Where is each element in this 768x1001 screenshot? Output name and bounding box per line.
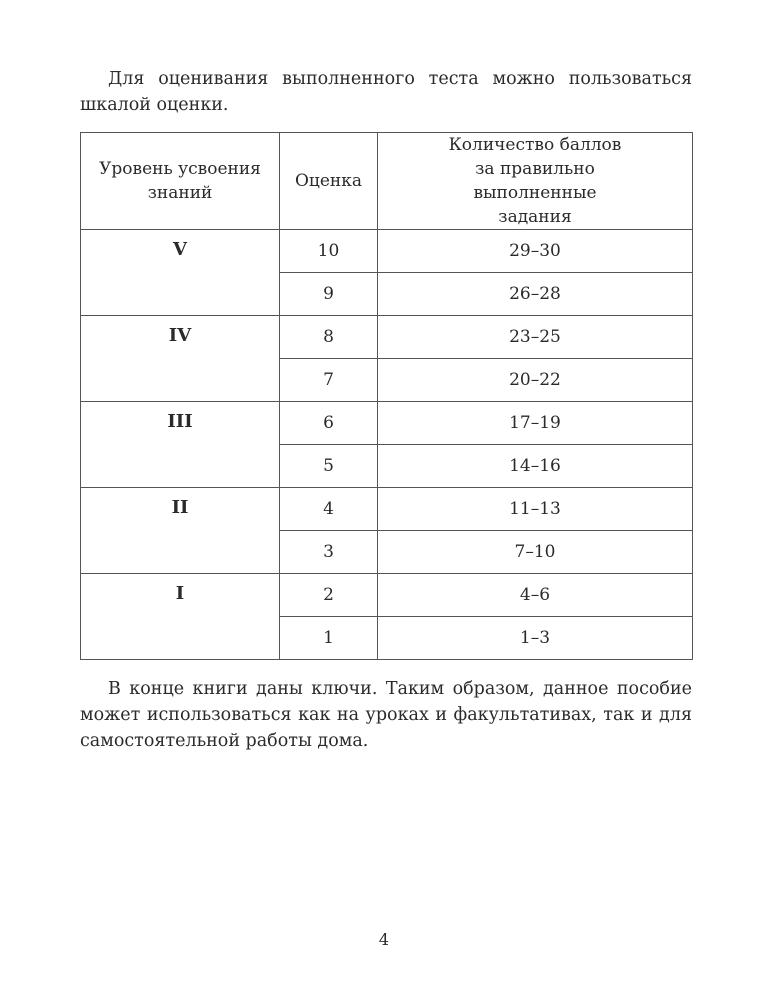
- table-row: [81, 488, 693, 531]
- points-cell: 23–25: [378, 316, 693, 359]
- grade-cell: 7: [280, 359, 378, 402]
- level-cell: IV: [81, 316, 280, 402]
- grade-cell: 8: [280, 316, 378, 359]
- intro-text: Для оценивания выполненного теста можно пользоваться шкалой оценки.: [80, 69, 692, 115]
- table-row: [81, 574, 693, 617]
- grade-cell: 9: [280, 273, 378, 316]
- level-cell: I: [81, 574, 280, 660]
- points-cell: 1–3: [378, 617, 693, 660]
- points-cell: 20–22: [378, 359, 693, 402]
- grade-cell: 6: [280, 402, 378, 445]
- grade-cell: 5: [280, 445, 378, 488]
- table-row: [81, 402, 693, 445]
- header-level: Уровень усвоения знаний: [81, 133, 280, 230]
- header-points: Количество баллов за правильно выполненные задания: [378, 133, 693, 230]
- grade-cell: 4: [280, 488, 378, 531]
- header-grade: Оценка: [280, 133, 378, 230]
- points-cell: 7–10: [378, 531, 693, 574]
- points-cell: 29–30: [378, 230, 693, 273]
- table-row: [81, 230, 693, 273]
- intro-paragraph: [80, 66, 692, 118]
- grade-cell: 3: [280, 531, 378, 574]
- points-cell: 4–6: [378, 574, 693, 617]
- points-cell: 11–13: [378, 488, 693, 531]
- level-cell: II: [81, 488, 280, 574]
- grade-cell: 2: [280, 574, 378, 617]
- grading-scale-table: [80, 132, 693, 660]
- grade-cell: 1: [280, 617, 378, 660]
- level-cell: III: [81, 402, 280, 488]
- table-row: [81, 316, 693, 359]
- points-cell: 17–19: [378, 402, 693, 445]
- table-header-row: [81, 133, 693, 230]
- level-cell: V: [81, 230, 280, 316]
- points-cell: 26–28: [378, 273, 693, 316]
- points-cell: 14–16: [378, 445, 693, 488]
- page-number: 4: [378, 930, 390, 949]
- closing-paragraph: [80, 676, 692, 754]
- grade-cell: 10: [280, 230, 378, 273]
- closing-text: В конце книги даны ключи. Таким образом, данное пособие может использоваться как на уроках и факультативах, так и для самостоятельной работы дома.: [80, 679, 692, 751]
